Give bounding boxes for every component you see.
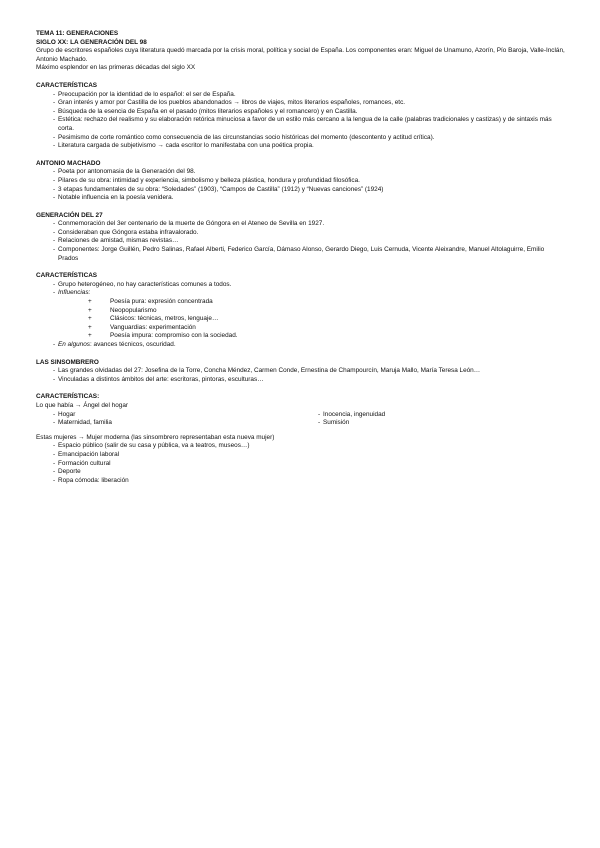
intro-paragraph: Grupo de escritores españoles cuya literatura quedó marcada por la crisis moral, política y social de España. Los componentes eran: Miguel de Unamuno, Azorín, Pío Baroja, Valle-Inclán, Antonio Machado. — [36, 47, 565, 63]
list-item: - Maternidad, familia — [36, 419, 301, 428]
tema-heading: TEMA 11: GENERACIONES — [36, 30, 119, 37]
list-item: - Literatura cargada de subjetivismo → cada escritor lo manifestaba con una poética propia. — [36, 142, 566, 151]
estas-mujeres-line: Estas mujeres → Mujer moderna (las sinsombrero representaban esta nueva mujer) — [36, 433, 275, 441]
influencias-list — [36, 298, 566, 341]
caracteristicas-sin-heading: CARACTERÍSTICAS: — [36, 393, 100, 401]
list-item: - Grupo heterogéneo, no hay características comunes a todos. — [36, 281, 566, 290]
angel-hogar-right-list — [301, 411, 566, 428]
document-page — [36, 30, 566, 485]
influencias-label: Influencias: — [58, 289, 91, 297]
list-item: - Estética: rechazo del realismo y su elaboración retórica minuciosa a favor de un estilo más cercano a la lengua de la calle (palabras tradicionales y castizas) y de sintaxis más corta. — [36, 116, 566, 133]
list-item: - Emancipación laboral — [36, 451, 566, 460]
list-item: - Inocencia, ingenuidad — [301, 411, 566, 420]
caracteristicas-27-heading: CARACTERÍSTICAS — [36, 272, 98, 280]
list-item: - Pilares de su obra: intimidad y experiencia, simbolismo y belleza plástica, hondura y profundidad filosófica. — [36, 177, 566, 186]
list-item: + Poesía pura: expresión concentrada — [36, 298, 566, 307]
angel-hogar-columns — [36, 411, 566, 428]
gen27-heading: GENERACIÓN DEL 27 — [36, 211, 103, 219]
list-item-algunos — [36, 341, 566, 350]
list-item: - Poeta por antonomasia de la Generación del 98. — [36, 168, 566, 177]
list-item-influencias — [36, 289, 566, 298]
list-item: - Notable influencia en la poesía venidera. — [36, 194, 566, 203]
list-item: + Neopopularismo — [36, 307, 566, 316]
algunos-list — [36, 341, 566, 350]
list-item: + Vanguardias: experimentación — [36, 324, 566, 333]
list-item: - Gran interés y amor por Castilla de los pueblos abandonados → libros de viajes, mitos literarios españoles, romances, etc. — [36, 99, 566, 108]
list-item: - Vinculadas a distintos ámbitos del arte: escritoras, pintoras, esculturas… — [36, 376, 566, 385]
machado-list — [36, 168, 566, 202]
list-item: - Hogar — [36, 411, 301, 420]
machado-heading: ANTONIO MACHADO — [36, 159, 101, 167]
caracteristicas-98-heading: CARACTERÍSTICAS — [36, 81, 98, 89]
list-item: - Espacio público (salir de su casa y pública, va a teatros, museos…) — [36, 442, 566, 451]
mujer-moderna-list — [36, 442, 566, 485]
list-item: - Búsqueda de la esencia de España en el pasado (mitos literarios españoles y el romancero) y en Castilla. — [36, 108, 566, 117]
caracteristicas-27-list — [36, 281, 566, 298]
list-item: - Componentes: Jorge Guillén, Pedro Salinas, Rafael Alberti, Federico García, Dámaso Alonso, Gerardo Diego, Luis Cernuda, Vicente Aleixandre, Manuel Altolaguirre, Emilio Prados — [36, 246, 566, 263]
list-item: - Relaciones de amistad, mismas revistas… — [36, 237, 566, 246]
lo-que-habia-line: Lo que había → Ángel del hogar — [36, 401, 129, 409]
list-item: - Preocupación por la identidad de lo español: el ser de España. — [36, 91, 566, 100]
angel-hogar-left-list — [36, 411, 301, 428]
algunos-text: : avances técnicos, oscuridad. — [89, 341, 176, 348]
gen27-list — [36, 220, 566, 263]
list-item: - Conmemoración del 3er centenario de la muerte de Góngora en el Ateneo de Sevilla en 1927. — [36, 220, 566, 229]
siglo-heading: SIGLO XX: LA GENERACIÓN DEL 98 — [36, 38, 147, 46]
list-item: - Pesimismo de corte romántico como consecuencia de las circunstancias socio históricas del momento (descontento y actitud crítica). — [36, 134, 566, 143]
list-item: - Formación cultural — [36, 460, 566, 469]
sinsombrero-heading: LAS SINSOMBRERO — [36, 358, 99, 366]
list-item: - Deporte — [36, 468, 566, 477]
list-item: + Clásicos: técnicas, metros, lenguaje… — [36, 315, 566, 324]
list-item: - Sumisión — [301, 419, 566, 428]
maximo-line: Máximo esplendor en las primeras décadas del siglo XX — [36, 64, 196, 72]
algunos-label: En algunos — [58, 341, 90, 348]
list-item: - Consideraban que Góngora estaba infravalorado. — [36, 229, 566, 238]
list-item: - 3 etapas fundamentales de su obra: “Soledades” (1903), “Campos de Castilla” (1912) y “Nuevas canciones” (1924) — [36, 186, 566, 195]
list-item: - Ropa cómoda: liberación — [36, 477, 566, 486]
sinsombrero-list — [36, 367, 566, 384]
list-item: + Poesía impura: compromiso con la sociedad. — [36, 332, 566, 341]
list-item: - Las grandes olvidadas del 27: Josefina de la Torre, Concha Méndez, Carmen Conde, Ernestina de Champourcín, Maruja Mallo, María Teresa León… — [36, 367, 566, 376]
caracteristicas-98-list — [36, 91, 566, 151]
